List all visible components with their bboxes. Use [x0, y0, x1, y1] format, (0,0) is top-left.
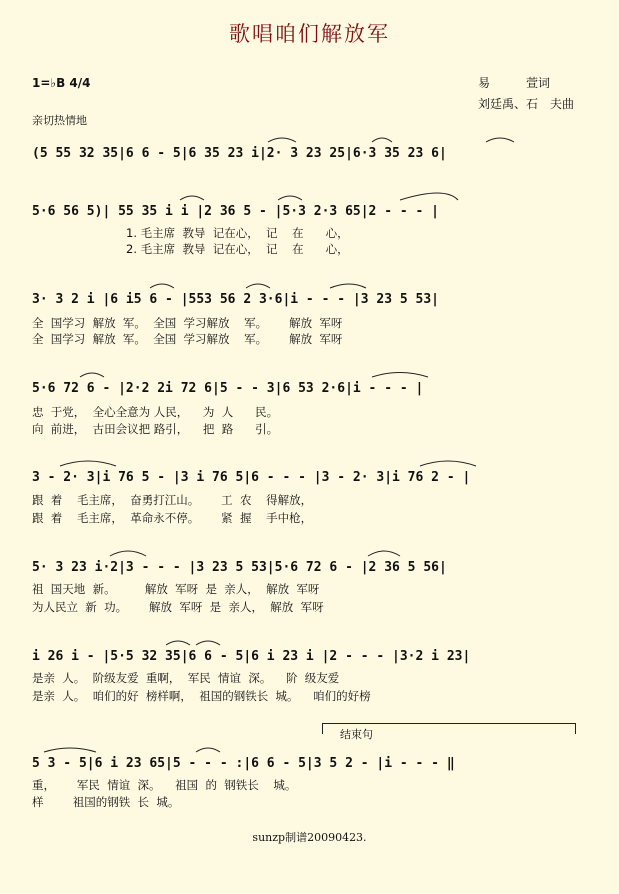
score-line-4: 5·6 72 6 - |2·2 2i 72 6|5 - - 3|6 53 2·6|i - - - | — [32, 381, 424, 396]
score-line-2: 5·6 56 5)| 55 35 i i |2 36 5 - |5·3 2·3 65|2 - - - | — [32, 204, 439, 219]
slur-mark — [110, 551, 146, 556]
score-line-5: 3 - 2· 3|i 76 5 - |3 i 76 5|6 - - - |3 - 2· 3|i 76 2 - | — [32, 470, 471, 485]
footer-credit: sunzp制谱20090423. — [252, 831, 367, 844]
ending-label: 结束句 — [340, 728, 373, 741]
lyricist-credit: 易 萱词 — [478, 76, 551, 90]
slur-mark — [60, 461, 116, 466]
lyric-line-7-verse-1: 是亲 人。 阶级友爱 重啊， 军民 情谊 深。 阶 级友爱 — [32, 671, 340, 685]
lyric-line-6-verse-2: 为人民立 新 功。 解放 军呀 是 亲人， 解放 军呀 — [32, 600, 324, 614]
composer-credit: 刘廷禹、石 夫曲 — [478, 97, 575, 111]
slur-mark — [368, 551, 400, 556]
slur-mark — [180, 196, 204, 200]
lyric-line-5-verse-2: 跟 着 毛主席， 革命永不停。 紧 握 手中枪， — [32, 511, 313, 525]
lyric-line-8-verse-1: 重， 军民 情谊 深。 祖国 的 钢铁长 城。 — [32, 778, 297, 792]
score-line-6: 5· 3 23 i·2|3 - - - |3 23 5 53|5·6 72 6 - |2 36 5 56| — [32, 560, 447, 575]
lyric-line-8-verse-2: 样 祖国的钢铁 长 城。 — [32, 795, 180, 809]
slur-mark — [80, 373, 104, 377]
lyric-line-2-verse-2: 2. 毛主席 教导 记在心， 记 在 心， — [126, 242, 349, 256]
slur-mark — [372, 373, 428, 378]
slur-mark — [246, 284, 270, 288]
lyric-line-4-verse-1: 忠 于党， 全心全意为 人民， 为 人 民。 — [32, 405, 279, 419]
slur-mark — [44, 748, 96, 752]
slur-mark — [166, 641, 190, 645]
lyric-line-2-verse-1: 1. 毛主席 教导 记在心， 记 在 心， — [126, 226, 349, 240]
slur-mark — [196, 748, 220, 752]
score-line-7: i 26 i - |5·5 32 35|6 6 - 5|6 i 23 i |2 - - - |3·2 i 23| — [32, 649, 471, 664]
lyric-line-4-verse-2: 向 前进， 古田会议把 路引， 把 路 引。 — [32, 422, 279, 436]
lyric-line-3-verse-1: 全 国学习 解放 军。 全国 学习解放 军。 解放 军呀 — [32, 316, 343, 330]
lyric-line-6-verse-1: 祖 国天地 新。 解放 军呀 是 亲人， 解放 军呀 — [32, 582, 320, 596]
slur-mark — [372, 138, 392, 142]
slur-mark — [196, 641, 220, 645]
tempo-marking: 亲切热情地 — [32, 114, 87, 127]
song-title: 歌唱咱们解放军 — [229, 22, 390, 46]
slur-mark — [400, 193, 458, 200]
slur-mark — [278, 196, 302, 200]
lyric-line-3-verse-2: 全 国学习 解放 军。 全国 学习解放 军。 解放 军呀 — [32, 332, 343, 346]
score-line-8: 5 3 - 5|6 i 23 65|5 - - - :|6 6 - 5|3 5 2 - |i - - - ‖ — [32, 756, 455, 771]
slur-mark — [330, 284, 366, 288]
lyric-line-7-verse-2: 是亲 人。 咱们的好 榜样啊， 祖国的钢铁长 城。 咱们的好榜 — [32, 689, 371, 703]
score-line-3: 3· 3 2 i |6 i5 6 - |553 56 2 3·6|i - - - |3 23 5 53| — [32, 292, 439, 307]
slur-mark — [268, 138, 296, 142]
slur-mark — [150, 284, 174, 288]
lyric-line-5-verse-1: 跟 着 毛主席， 奋勇打江山。 工 农 得解放， — [32, 493, 313, 507]
slur-mark — [420, 461, 476, 466]
key-signature: 1=♭B 4/4 — [32, 76, 91, 90]
slur-mark — [486, 138, 514, 142]
score-line-1: (5 55 32 35|6 6 - 5|6 35 23 i|2· 3 23 25|6·3 35 23 6| — [32, 146, 447, 161]
